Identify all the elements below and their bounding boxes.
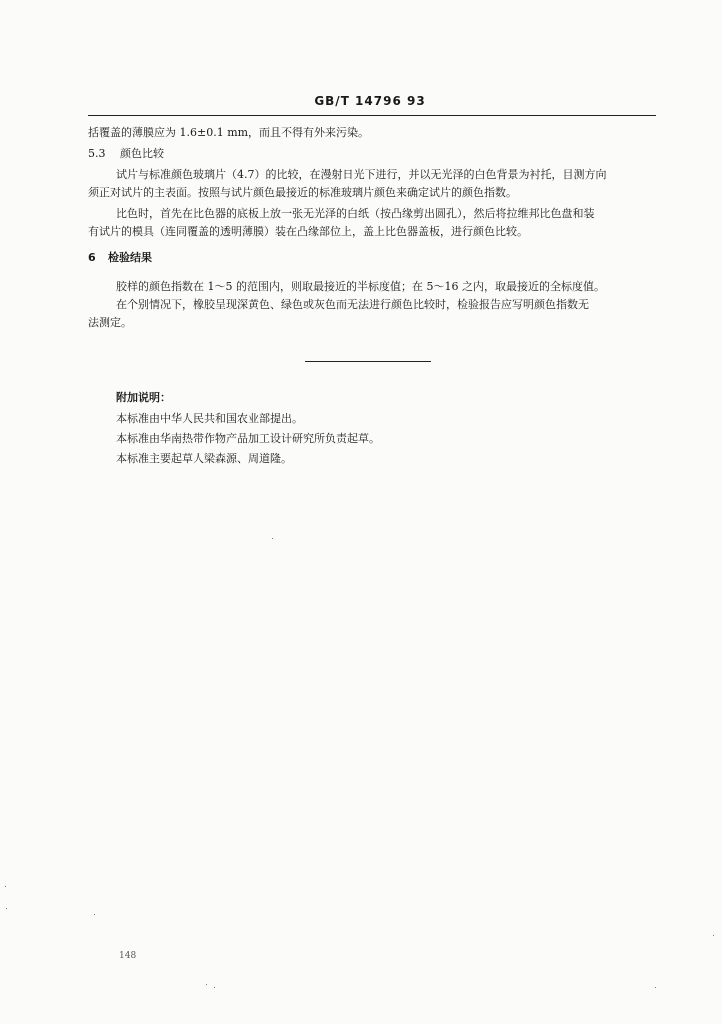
section-6-para2-line2: 法测定。 bbox=[88, 316, 132, 329]
scan-speck bbox=[713, 935, 714, 936]
scan-speck bbox=[94, 914, 95, 915]
end-rule bbox=[305, 361, 431, 362]
section-5-3-para1-line1: 试片与标准颜色玻璃片（4.7）的比较，在漫射日光下进行，并以无光泽的白色背景为衬托，目测方向 bbox=[116, 168, 607, 181]
continuation-line: 括覆盖的薄膜应为 1.6±0.1 mm，而且不得有外来污染。 bbox=[88, 126, 370, 139]
scan-speck bbox=[5, 886, 6, 887]
section-5-3-para1-line2: 须正对试片的主表面。按照与试片颜色最接近的标准玻璃片颜色来确定试片的颜色指数。 bbox=[88, 186, 517, 199]
scan-speck bbox=[6, 908, 7, 909]
standard-code-header: GB/T 14796 93 bbox=[314, 94, 426, 108]
header-rule bbox=[88, 115, 656, 116]
section-5-3-number: 5.3 bbox=[88, 147, 106, 160]
section-6-para2-line1: 在个别情况下，橡胶呈现深黄色、绿色或灰色而无法进行颜色比较时，检验报告应写明颜色指数无 bbox=[116, 298, 589, 311]
section-6-para1-line1: 胶样的颜色指数在 1～5 的范围内，则取最接近的半标度值；在 5～16 之内，取最接近的全标度值。 bbox=[116, 280, 605, 293]
section-5-3-para2-line1: 比色时，首先在比色器的底板上放一张无光泽的白纸（按凸缘剪出圆孔），然后将拉维邦比色盘和装 bbox=[116, 207, 595, 220]
scan-speck bbox=[655, 987, 656, 988]
notes-line-2: 本标准由华南热带作物产品加工设计研究所负责起草。 bbox=[116, 432, 380, 445]
section-6-number: 6 bbox=[88, 251, 96, 264]
notes-line-1: 本标准由中华人民共和国农业部提出。 bbox=[116, 412, 303, 425]
scan-speck bbox=[272, 538, 273, 539]
notes-heading: 附加说明： bbox=[116, 391, 171, 404]
page-number: 148 bbox=[119, 951, 137, 961]
notes-line-3: 本标准主要起草人梁森源、周道隆。 bbox=[116, 452, 292, 465]
scan-speck bbox=[214, 987, 215, 988]
section-5-3-para2-line2: 有试片的模具（连同覆盖的透明薄膜）装在凸缘部位上，盖上比色器盖板，进行颜色比较。 bbox=[88, 225, 528, 238]
section-6-title: 检验结果 bbox=[108, 251, 152, 264]
section-5-3-title: 颜色比较 bbox=[120, 147, 164, 160]
scan-speck bbox=[206, 984, 207, 985]
